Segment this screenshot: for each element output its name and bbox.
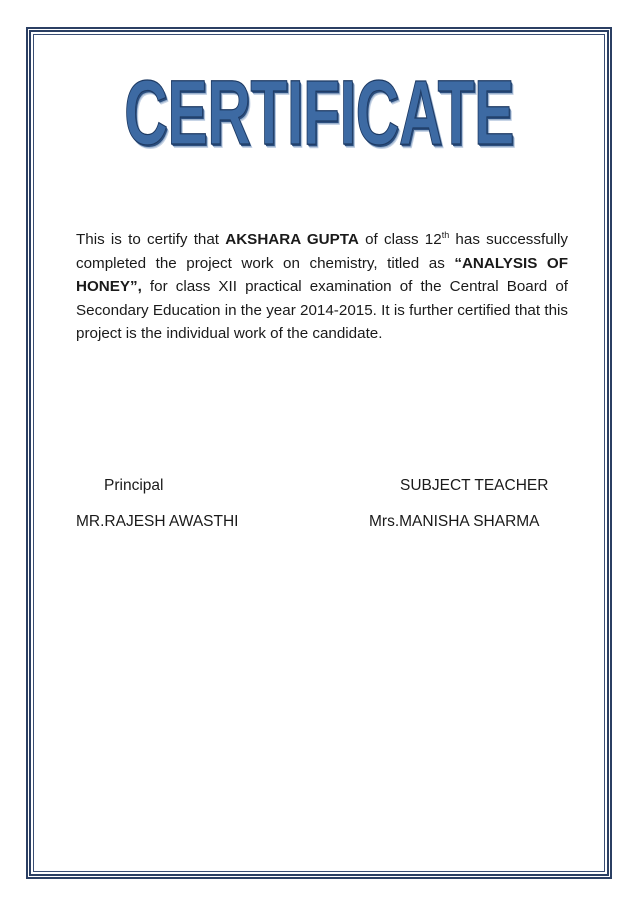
project-title: “ANALYSIS OF HONEY”, bbox=[76, 254, 568, 295]
body-outro: for class XII practical examination of the Central Board of Secondary Education in the year 2014-2015. It is further certified that this project is the individual work of the candidate. bbox=[76, 278, 568, 342]
certificate-title: CERTIFICATE bbox=[124, 62, 514, 164]
teacher-name: Mrs.MANISHA SHARMA bbox=[369, 513, 540, 530]
class-suffix: th bbox=[441, 229, 450, 240]
body-mid: has successfully completed the project work on chemistry, titled as bbox=[76, 231, 568, 272]
student-name: AKSHARA GUPTA bbox=[225, 231, 359, 248]
teacher-role: SUBJECT TEACHER bbox=[400, 477, 549, 494]
principal-name: MR.RAJESH AWASTHI bbox=[76, 513, 239, 530]
certificate-body bbox=[76, 228, 568, 346]
principal-role: Principal bbox=[104, 477, 164, 494]
class-prefix: of class 12 bbox=[358, 231, 442, 248]
body-intro: This is to certify that bbox=[76, 231, 226, 248]
